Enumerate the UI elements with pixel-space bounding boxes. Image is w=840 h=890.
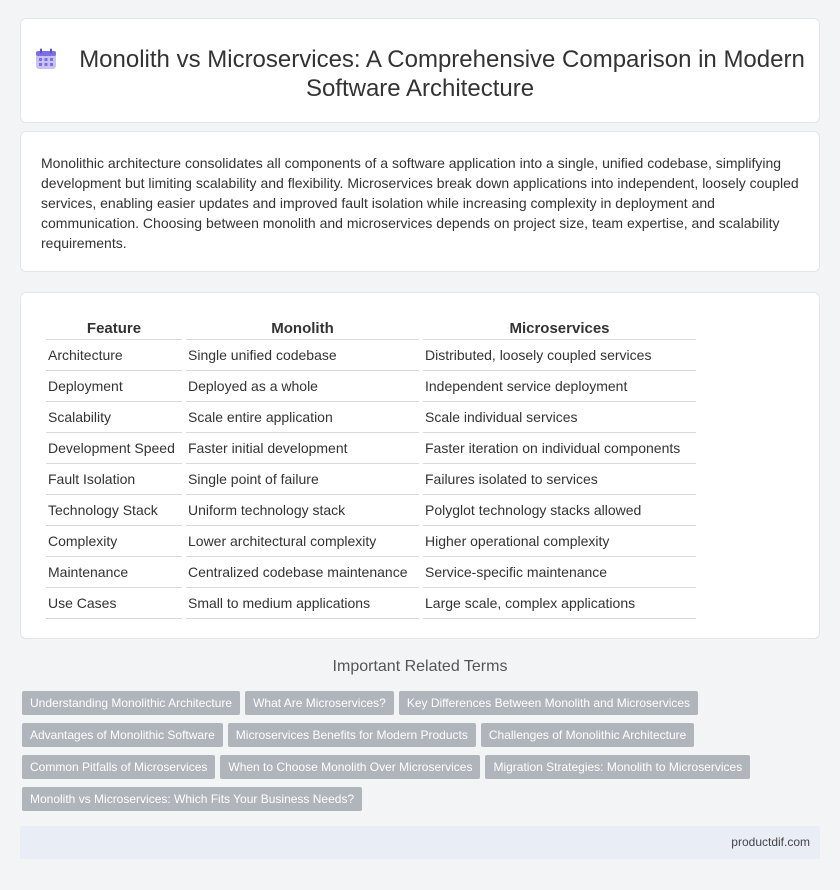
intro-paragraph: Monolithic architecture consolidates all components of a software application into a single, unified codebase, simplifying development but limiting scalability and flexibility. Microservices break down applications into independent, loosely coupled services, enabling easier updates and improved fault isolation while increasing complexity in deployment and communication. Choosing between monolith and microservices depends on project size, team expertise, and scalability requirements. (41, 155, 799, 251)
cell-microservices: Service-specific maintenance (423, 557, 696, 588)
cell-feature: Deployment (46, 371, 182, 402)
footer-site[interactable]: productdif.com (731, 835, 810, 849)
table-body (46, 340, 696, 619)
cell-feature: Scalability (46, 402, 182, 433)
table-row (46, 371, 696, 402)
cell-microservices: Independent service deployment (423, 371, 696, 402)
related-term-tag[interactable]: When to Choose Monolith Over Microservices (220, 755, 480, 779)
cell-feature: Architecture (46, 340, 182, 371)
related-terms-title: Important Related Terms (332, 658, 508, 675)
cell-feature: Fault Isolation (46, 464, 182, 495)
cell-monolith: Single unified codebase (186, 340, 419, 371)
table-row (46, 557, 696, 588)
cell-microservices: Distributed, loosely coupled services (423, 340, 696, 371)
page-title: Monolith vs Microservices: A Comprehensive Comparison in Modern Software Architecture (79, 46, 805, 102)
title-card (20, 18, 820, 123)
table-row (46, 340, 696, 371)
cell-monolith: Centralized codebase maintenance (186, 557, 419, 588)
table-row (46, 588, 696, 619)
cell-feature: Use Cases (46, 588, 182, 619)
related-terms-list (22, 691, 782, 819)
comparison-card (20, 292, 820, 639)
cell-monolith: Faster initial development (186, 433, 419, 464)
page-title-wrap (21, 45, 819, 103)
comparison-table (42, 315, 700, 619)
cell-monolith: Lower architectural complexity (186, 526, 419, 557)
related-term-tag[interactable]: Microservices Benefits for Modern Products (228, 723, 476, 747)
cell-microservices: Failures isolated to services (423, 464, 696, 495)
table-row (46, 464, 696, 495)
cell-monolith: Deployed as a whole (186, 371, 419, 402)
table-header-row (46, 315, 696, 340)
cell-microservices: Large scale, complex applications (423, 588, 696, 619)
footer (20, 826, 820, 859)
cell-microservices: Polyglot technology stacks allowed (423, 495, 696, 526)
cell-monolith: Small to medium applications (186, 588, 419, 619)
cell-feature: Technology Stack (46, 495, 182, 526)
cell-microservices: Higher operational complexity (423, 526, 696, 557)
cell-microservices: Scale individual services (423, 402, 696, 433)
header-monolith: Monolith (186, 315, 419, 340)
cell-monolith: Uniform technology stack (186, 495, 419, 526)
cell-monolith: Scale entire application (186, 402, 419, 433)
cell-feature: Maintenance (46, 557, 182, 588)
table-row (46, 526, 696, 557)
related-term-tag[interactable]: Migration Strategies: Monolith to Microservices (485, 755, 750, 779)
related-term-tag[interactable]: Key Differences Between Monolith and Microservices (399, 691, 698, 715)
cell-monolith: Single point of failure (186, 464, 419, 495)
related-term-tag[interactable]: Challenges of Monolithic Architecture (481, 723, 694, 747)
header-microservices: Microservices (423, 315, 696, 340)
related-term-tag[interactable]: Advantages of Monolithic Software (22, 723, 223, 747)
calendar-icon (35, 48, 57, 70)
cell-feature: Complexity (46, 526, 182, 557)
table-row (46, 402, 696, 433)
table-row (46, 495, 696, 526)
header-feature: Feature (46, 315, 182, 340)
related-term-tag[interactable]: What Are Microservices? (245, 691, 394, 715)
related-term-tag[interactable]: Monolith vs Microservices: Which Fits Your Business Needs? (22, 787, 362, 811)
related-term-tag[interactable]: Common Pitfalls of Microservices (22, 755, 215, 779)
table-row (46, 433, 696, 464)
related-term-tag[interactable]: Understanding Monolithic Architecture (22, 691, 240, 715)
cell-feature: Development Speed (46, 433, 182, 464)
intro-card (20, 131, 820, 272)
cell-microservices: Faster iteration on individual components (423, 433, 696, 464)
